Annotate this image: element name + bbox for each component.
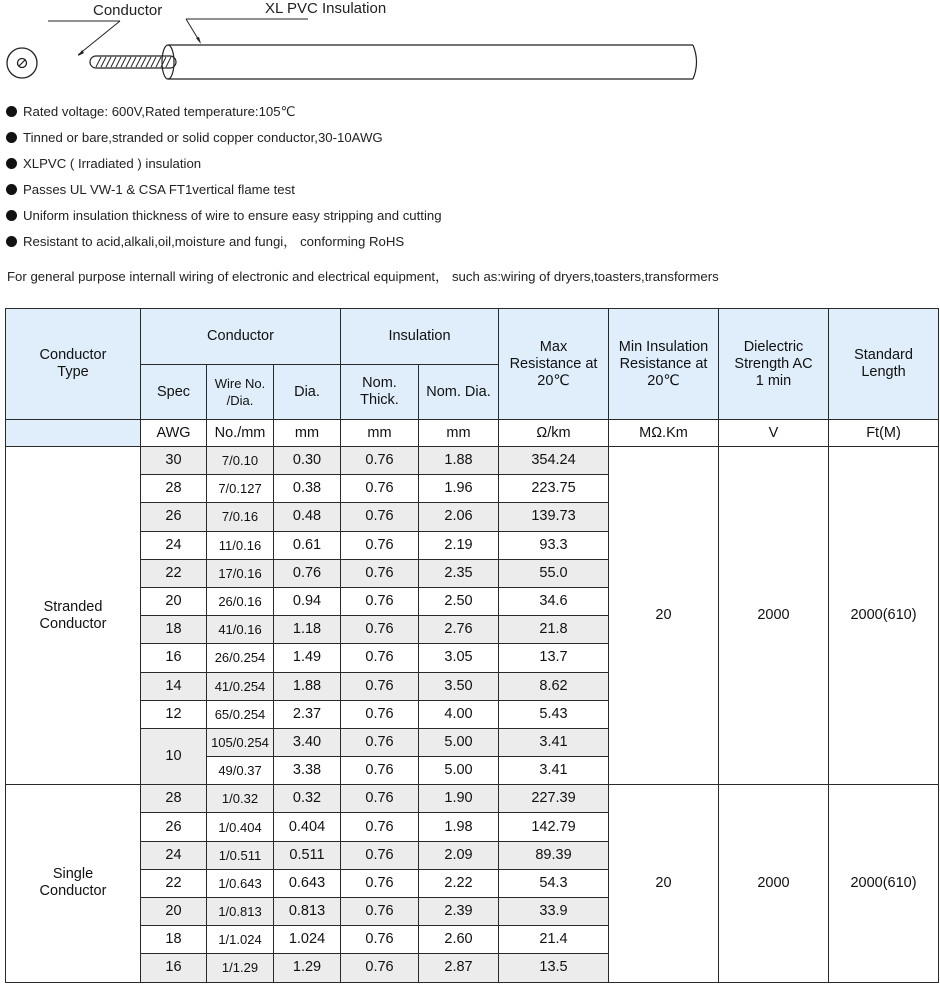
nom-thick-cell: 0.76 xyxy=(341,587,419,615)
max-resistance-cell: 8.62 xyxy=(499,672,609,700)
dia-cell: 0.511 xyxy=(274,841,341,869)
dia-cell: 0.38 xyxy=(274,475,341,503)
dia-cell: 0.404 xyxy=(274,813,341,841)
max-resistance-cell: 354.24 xyxy=(499,447,609,475)
nom-dia-cell: 2.06 xyxy=(419,503,499,531)
unit-dia: mm xyxy=(274,420,341,447)
nom-dia-cell: 2.50 xyxy=(419,587,499,615)
nom-dia-cell: 5.00 xyxy=(419,728,499,756)
header-dia: Dia. xyxy=(274,365,341,420)
wire-cell: 1/0.404 xyxy=(207,813,274,841)
unit-spec: AWG xyxy=(141,420,207,447)
standard-length-cell: 2000(610) xyxy=(829,447,939,785)
insulation-label: XL PVC Insulation xyxy=(265,0,387,17)
unit-dielectric-strength: V xyxy=(719,420,829,447)
nom-thick-cell: 0.76 xyxy=(341,531,419,559)
awg-cell: 22 xyxy=(141,559,207,587)
nom-thick-cell: 0.76 xyxy=(341,616,419,644)
nom-dia-cell: 4.00 xyxy=(419,700,499,728)
nom-thick-cell: 0.76 xyxy=(341,728,419,756)
dia-cell: 1.49 xyxy=(274,644,341,672)
conductor-strand-icon xyxy=(90,56,176,68)
bullet-icon xyxy=(6,184,17,195)
nom-dia-cell: 5.00 xyxy=(419,757,499,785)
bullet-icon xyxy=(6,236,17,247)
wire-cell: 41/0.16 xyxy=(207,616,274,644)
wire-cell: 65/0.254 xyxy=(207,700,274,728)
awg-cell: 24 xyxy=(141,841,207,869)
wire-cell: 7/0.127 xyxy=(207,475,274,503)
dia-cell: 0.643 xyxy=(274,869,341,897)
conductor-label: Conductor xyxy=(93,2,163,19)
max-resistance-cell: 93.3 xyxy=(499,531,609,559)
unit-nom-thick: mm xyxy=(341,420,419,447)
unit-nom-dia: mm xyxy=(419,420,499,447)
nom-thick-cell: 0.76 xyxy=(341,757,419,785)
dia-cell: 0.76 xyxy=(274,559,341,587)
nom-dia-cell: 3.05 xyxy=(419,644,499,672)
bullet-icon xyxy=(6,158,17,169)
awg-cell: 18 xyxy=(141,616,207,644)
max-resistance-cell: 142.79 xyxy=(499,813,609,841)
wire-cell: 1/0.32 xyxy=(207,785,274,813)
awg-cell: 26 xyxy=(141,503,207,531)
wire-cell: 1/1.024 xyxy=(207,926,274,954)
wire-cell: 49/0.37 xyxy=(207,757,274,785)
nom-thick-cell: 0.76 xyxy=(341,813,419,841)
conductor-type-label: Single Conductor xyxy=(39,866,107,900)
feature-item: Rated voltage: 600V,Rated temperature:105℃ xyxy=(6,102,442,128)
header-insulation: Insulation xyxy=(341,309,499,365)
feature-item: Resistant to acid,alkali,oil,moisture and fungi， conforming RoHS xyxy=(6,232,442,258)
nom-dia-cell: 2.76 xyxy=(419,616,499,644)
nom-thick-cell: 0.76 xyxy=(341,785,419,813)
nom-dia-cell: 2.39 xyxy=(419,898,499,926)
dia-cell: 3.38 xyxy=(274,757,341,785)
standard-length-cell: 2000(610) xyxy=(829,785,939,982)
awg-cell: 10 xyxy=(141,728,207,784)
dia-cell: 0.61 xyxy=(274,531,341,559)
nom-dia-cell: 2.19 xyxy=(419,531,499,559)
dia-cell: 1.29 xyxy=(274,954,341,982)
dielectric-strength-cell: 2000 xyxy=(719,785,829,982)
awg-cell: 20 xyxy=(141,898,207,926)
nom-thick-cell: 0.76 xyxy=(341,475,419,503)
feature-item: XLPVC ( Irradiated ) insulation xyxy=(6,154,442,180)
nom-dia-cell: 2.22 xyxy=(419,869,499,897)
conductor-type-cell xyxy=(6,447,141,785)
header-conductor-type: Conductor Type xyxy=(6,309,141,420)
max-resistance-cell: 227.39 xyxy=(499,785,609,813)
awg-cell: 14 xyxy=(141,672,207,700)
nom-thick-cell: 0.76 xyxy=(341,841,419,869)
wire-cell: 1/0.511 xyxy=(207,841,274,869)
feature-item: Passes UL VW-1 & CSA FT1vertical flame test xyxy=(6,180,442,206)
nom-dia-cell: 1.90 xyxy=(419,785,499,813)
cross-section-icon xyxy=(7,48,37,78)
awg-cell: 28 xyxy=(141,475,207,503)
wire-cell: 11/0.16 xyxy=(207,531,274,559)
wire-cell: 7/0.16 xyxy=(207,503,274,531)
header-wire-no-dia: Wire No. /Dia. xyxy=(207,365,274,420)
min-insulation-resistance-cell: 20 xyxy=(609,447,719,785)
awg-cell: 28 xyxy=(141,785,207,813)
nom-dia-cell: 2.09 xyxy=(419,841,499,869)
max-resistance-cell: 13.7 xyxy=(499,644,609,672)
wire-cell: 7/0.10 xyxy=(207,447,274,475)
nom-thick-cell: 0.76 xyxy=(341,672,419,700)
awg-cell: 18 xyxy=(141,926,207,954)
dia-cell: 0.30 xyxy=(274,447,341,475)
table-row xyxy=(6,785,939,813)
wire-cell: 26/0.254 xyxy=(207,644,274,672)
usage-description: For general purpose internall wiring of electronic and electrical equipment， such as:wiring of dryers,toasters,transformers xyxy=(7,269,719,284)
max-resistance-cell: 5.43 xyxy=(499,700,609,728)
nom-thick-cell: 0.76 xyxy=(341,898,419,926)
nom-thick-cell: 0.76 xyxy=(341,447,419,475)
conductor-type-cell xyxy=(6,785,141,982)
dia-cell: 0.813 xyxy=(274,898,341,926)
conductor-type-label: Stranded Conductor xyxy=(39,598,107,632)
spec-table xyxy=(5,308,939,983)
max-resistance-cell: 55.0 xyxy=(499,559,609,587)
nom-dia-cell: 2.35 xyxy=(419,559,499,587)
unit-conductor-type xyxy=(6,420,141,447)
header-nom-dia: Nom. Dia. xyxy=(419,365,499,420)
wire-cell: 17/0.16 xyxy=(207,559,274,587)
min-insulation-resistance-cell: 20 xyxy=(609,785,719,982)
dia-cell: 1.88 xyxy=(274,672,341,700)
unit-min-insulation-resistance: MΩ.Km xyxy=(609,420,719,447)
nom-dia-cell: 1.98 xyxy=(419,813,499,841)
header-standard-length: Standard Length xyxy=(829,309,939,420)
max-resistance-cell: 33.9 xyxy=(499,898,609,926)
max-resistance-cell: 13.5 xyxy=(499,954,609,982)
dia-cell: 0.48 xyxy=(274,503,341,531)
nom-dia-cell: 1.96 xyxy=(419,475,499,503)
cable-diagram xyxy=(0,0,720,95)
nom-thick-cell: 0.76 xyxy=(341,559,419,587)
wire-cell: 105/0.254 xyxy=(207,728,274,756)
header-spec: Spec xyxy=(141,365,207,420)
awg-cell: 12 xyxy=(141,700,207,728)
nom-dia-cell: 1.88 xyxy=(419,447,499,475)
nom-dia-cell: 2.87 xyxy=(419,954,499,982)
feature-list xyxy=(6,102,442,258)
awg-cell: 22 xyxy=(141,869,207,897)
wire-cell: 26/0.16 xyxy=(207,587,274,615)
max-resistance-cell: 34.6 xyxy=(499,587,609,615)
max-resistance-cell: 139.73 xyxy=(499,503,609,531)
awg-cell: 26 xyxy=(141,813,207,841)
insulation-tube-icon xyxy=(162,45,697,79)
max-resistance-cell: 89.39 xyxy=(499,841,609,869)
awg-cell: 16 xyxy=(141,644,207,672)
nom-dia-cell: 2.60 xyxy=(419,926,499,954)
unit-max-resistance: Ω/km xyxy=(499,420,609,447)
nom-thick-cell: 0.76 xyxy=(341,644,419,672)
dia-cell: 1.024 xyxy=(274,926,341,954)
bullet-icon xyxy=(6,210,17,221)
wire-cell: 1/0.813 xyxy=(207,898,274,926)
max-resistance-cell: 3.41 xyxy=(499,728,609,756)
header-min-insulation-resistance: Min Insulation Resistance at 20℃ xyxy=(609,309,719,420)
feature-item: Tinned or bare,stranded or solid copper conductor,30-10AWG xyxy=(6,128,442,154)
max-resistance-cell: 21.4 xyxy=(499,926,609,954)
dia-cell: 1.18 xyxy=(274,616,341,644)
nom-thick-cell: 0.76 xyxy=(341,954,419,982)
nom-thick-cell: 0.76 xyxy=(341,503,419,531)
header-conductor: Conductor xyxy=(141,309,341,365)
dia-cell: 2.37 xyxy=(274,700,341,728)
dielectric-strength-cell: 2000 xyxy=(719,447,829,785)
nom-thick-cell: 0.76 xyxy=(341,869,419,897)
max-resistance-cell: 223.75 xyxy=(499,475,609,503)
bullet-icon xyxy=(6,106,17,117)
wire-cell: 1/0.643 xyxy=(207,869,274,897)
max-resistance-cell: 54.3 xyxy=(499,869,609,897)
max-resistance-cell: 21.8 xyxy=(499,616,609,644)
awg-cell: 20 xyxy=(141,587,207,615)
feature-item: Uniform insulation thickness of wire to ensure easy stripping and cutting xyxy=(6,206,442,232)
header-max-resistance: Max Resistance at 20℃ xyxy=(499,309,609,420)
awg-cell: 24 xyxy=(141,531,207,559)
dia-cell: 0.32 xyxy=(274,785,341,813)
nom-dia-cell: 3.50 xyxy=(419,672,499,700)
table-row xyxy=(6,447,939,475)
unit-standard-length: Ft(M) xyxy=(829,420,939,447)
awg-cell: 16 xyxy=(141,954,207,982)
wire-cell: 41/0.254 xyxy=(207,672,274,700)
dia-cell: 3.40 xyxy=(274,728,341,756)
nom-thick-cell: 0.76 xyxy=(341,700,419,728)
header-dielectric-strength: Dielectric Strength AC 1 min xyxy=(719,309,829,420)
max-resistance-cell: 3.41 xyxy=(499,757,609,785)
dia-cell: 0.94 xyxy=(274,587,341,615)
header-nom-thick: Nom. Thick. xyxy=(341,365,419,420)
wire-cell: 1/1.29 xyxy=(207,954,274,982)
unit-wire: No./mm xyxy=(207,420,274,447)
nom-thick-cell: 0.76 xyxy=(341,926,419,954)
bullet-icon xyxy=(6,132,17,143)
awg-cell: 30 xyxy=(141,447,207,475)
table-body xyxy=(6,447,939,983)
